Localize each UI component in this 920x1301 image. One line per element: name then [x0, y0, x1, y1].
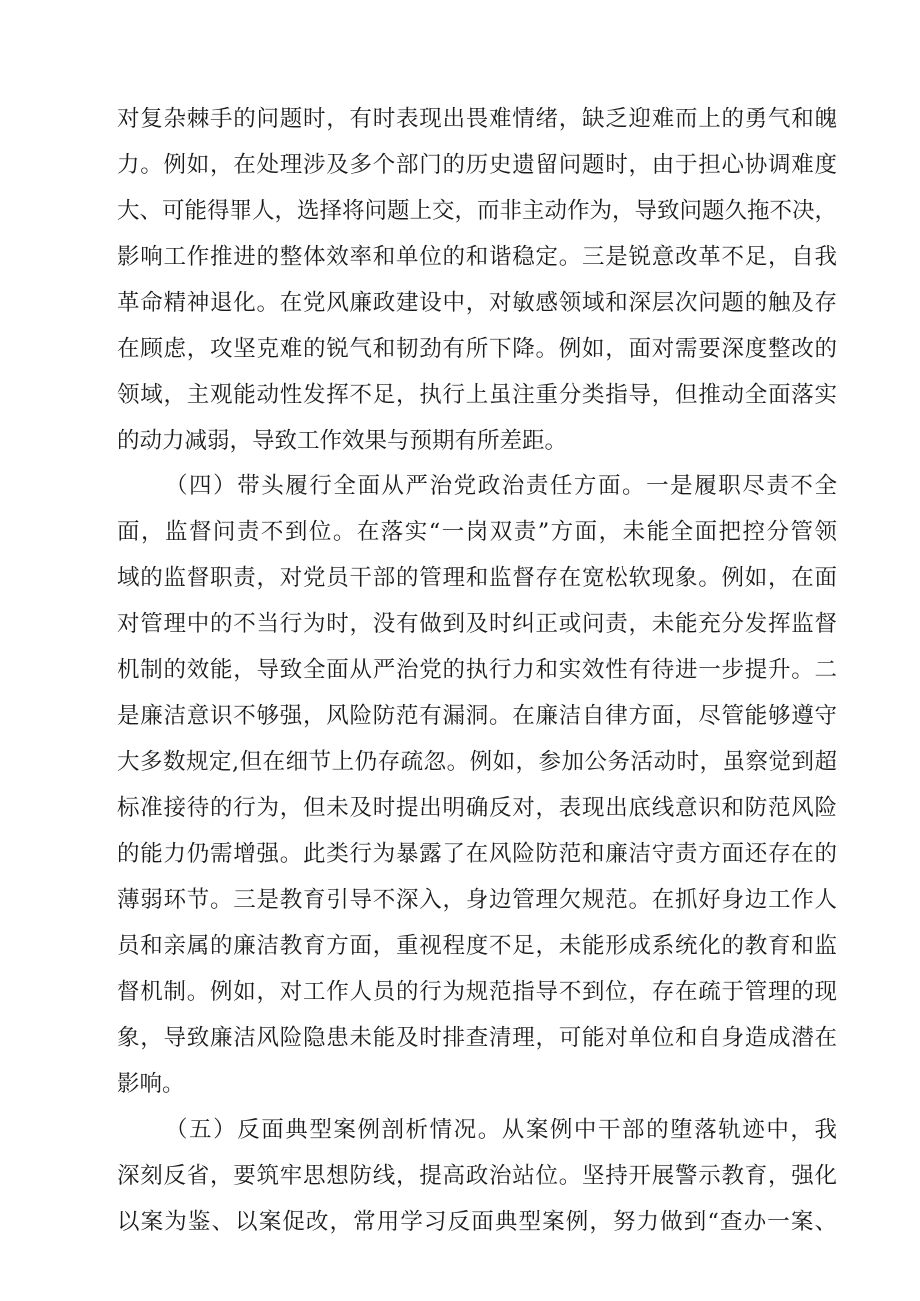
text-line: 以案为鉴、以案促改，常用学习反面典型案例，努力做到“查办一案、 [117, 1209, 837, 1235]
text-line: 领域，主观能动性发挥不足，执行上虽注重分类指导，但推动全面落实 [117, 382, 837, 408]
text-line: 对管理中的不当行为时，没有做到及时纠正或问责，未能充分发挥监督 [117, 611, 837, 637]
text-line: 的动力减弱，导致工作效果与预期有所差距。 [117, 428, 568, 454]
paragraph-heading-line: （四）带头履行全面从严治党政治责任方面。一是履职尽责不全 [165, 473, 837, 499]
text-line: 力。例如，在处理涉及多个部门的历史遗留问题时，由于担心协调难度 [117, 152, 837, 178]
text-line: 象，导致廉洁风险隐患未能及时排查清理，可能对单位和自身造成潜在 [117, 1025, 837, 1051]
text-line: 在顾虑，攻坚克难的锐气和韧劲有所下降。例如，面对需要深度整改的 [117, 336, 837, 362]
paragraph-heading-line: （五）反面典型案例剖析情况。从案例中干部的堕落轨迹中，我 [165, 1117, 837, 1143]
text-line: 深刻反省，要筑牢思想防线，提高政治站位。坚持开展警示教育，强化 [117, 1163, 837, 1189]
text-line: 大、可能得罪人，选择将问题上交，而非主动作为，导致问题久拖不决， [117, 198, 838, 224]
text-line: 是廉洁意识不够强，风险防范有漏洞。在廉洁自律方面，尽管能够遵守 [117, 703, 837, 729]
text-line: 革命精神退化。在党风廉政建设中，对敏感领域和深层次问题的触及存 [117, 290, 837, 316]
text-line: 标准接待的行为，但未及时提出明确反对，表现出底线意识和防范风险 [117, 795, 837, 821]
text-line: 薄弱环节。三是教育引导不深入，身边管理欠规范。在抓好身边工作人 [117, 887, 837, 913]
text-line: 对复杂棘手的问题时，有时表现出畏难情绪，缺乏迎难而上的勇气和魄 [117, 106, 837, 132]
text-line: 影响工作推进的整体效率和单位的和谐稳定。三是锐意改革不足，自我 [117, 244, 837, 270]
text-line: 域的监督职责，对党员干部的管理和监督存在宽松软现象。例如，在面 [117, 565, 837, 591]
text-line: 影响。 [117, 1071, 185, 1097]
text-line: 的能力仍需增强。此类行为暴露了在风险防范和廉洁守责方面还存在的 [117, 841, 837, 867]
text-line: 面，监督问责不到位。在落实“一岗双责”方面，未能全面把控分管领 [117, 519, 837, 545]
text-line: 机制的效能，导致全面从严治党的执行力和实效性有待进一步提升。二 [117, 657, 837, 683]
text-line: 大多数规定,但在细节上仍存疏忽。例如，参加公务活动时，虽察觉到超 [117, 749, 837, 775]
text-line: 督机制。例如，对工作人员的行为规范指导不到位，存在疏于管理的现 [117, 979, 837, 1005]
text-line: 员和亲属的廉洁教育方面，重视程度不足，未能形成系统化的教育和监 [117, 933, 837, 959]
